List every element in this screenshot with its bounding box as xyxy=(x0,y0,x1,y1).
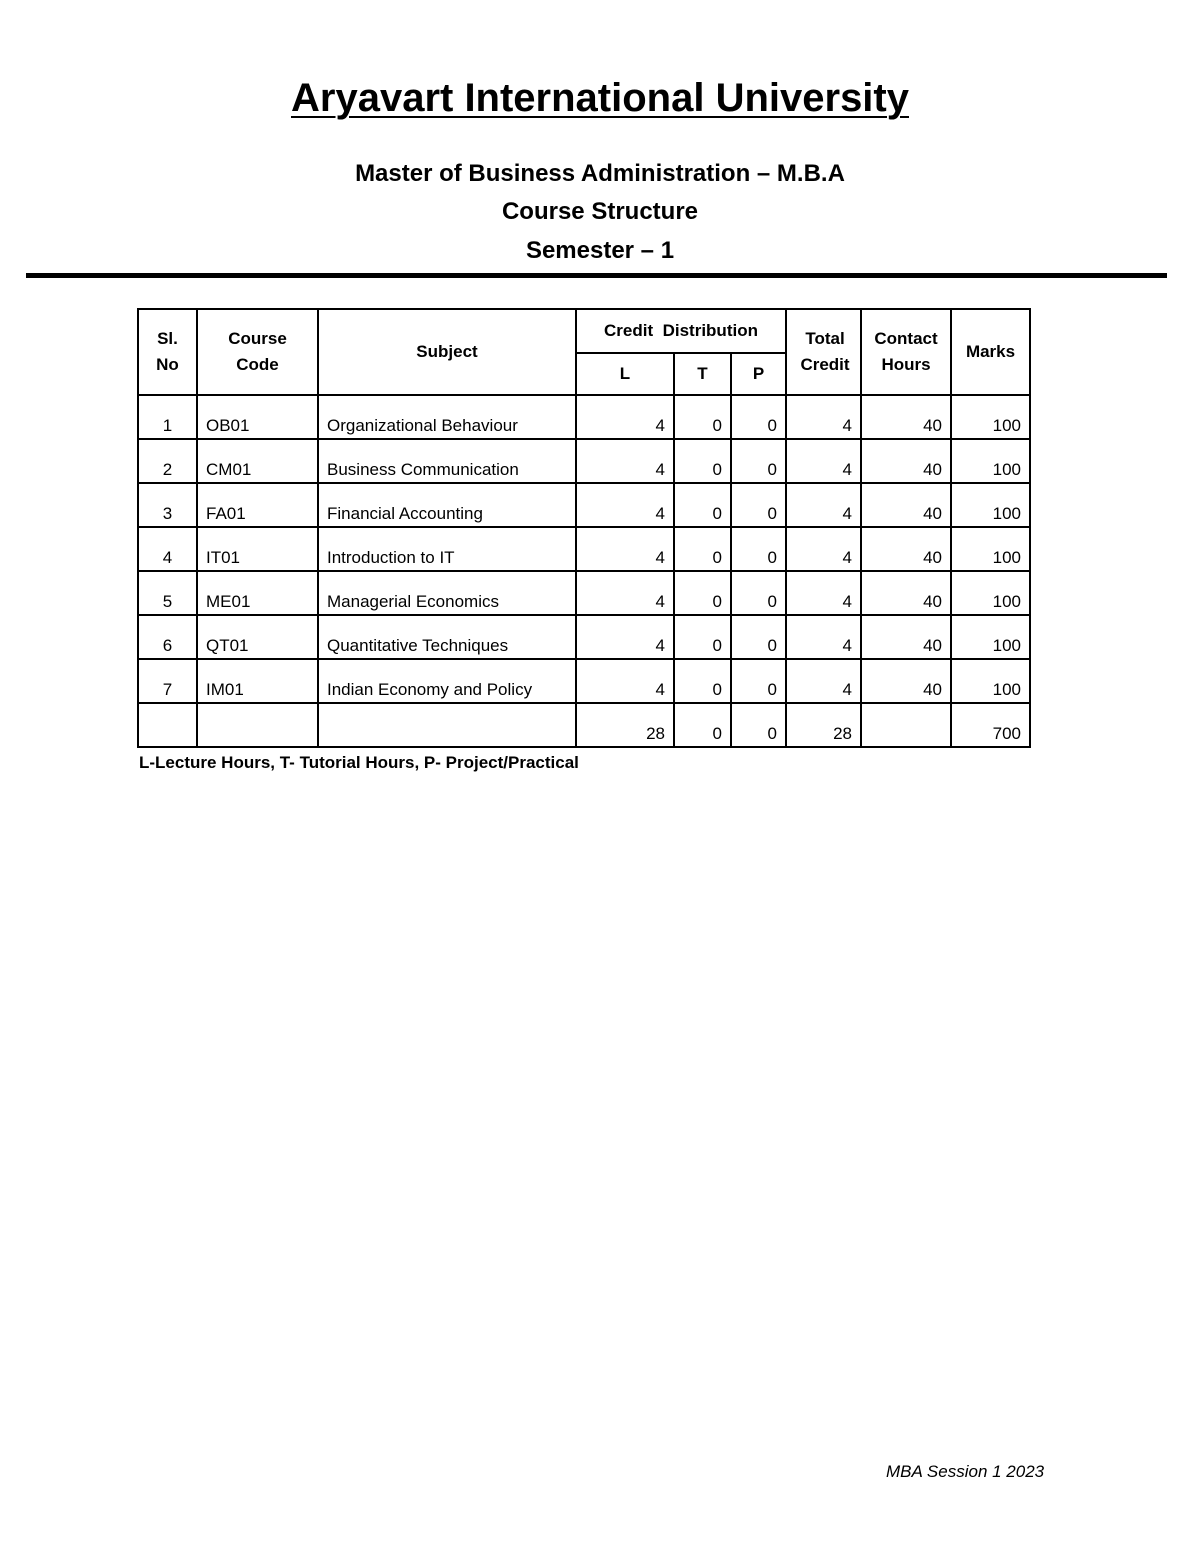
header-sl-no xyxy=(138,309,197,395)
header-course-code-label: Course Code xyxy=(228,329,287,374)
semester-heading: Semester – 1 xyxy=(525,237,675,264)
cell-subject: Introduction to IT xyxy=(318,527,576,571)
cell-p: 0 xyxy=(731,571,786,615)
cell-t: 0 xyxy=(674,659,731,703)
cell-marks: 100 xyxy=(951,483,1030,527)
cell-p: 0 xyxy=(731,483,786,527)
header-marks: Marks xyxy=(951,309,1030,395)
cell-sl-empty xyxy=(138,703,197,747)
cell-p: 0 xyxy=(731,439,786,483)
cell-marks: 100 xyxy=(951,571,1030,615)
cell-code: IT01 xyxy=(197,527,318,571)
header-contact-hours-label: Contact Hours xyxy=(874,329,938,374)
cell-subject: Organizational Behaviour xyxy=(318,395,576,439)
cell-p: 0 xyxy=(731,615,786,659)
cell-hours: 40 xyxy=(861,615,951,659)
cell-marks: 100 xyxy=(951,395,1030,439)
cell-total: 4 xyxy=(786,615,861,659)
cell-code: CM01 xyxy=(197,439,318,483)
cell-code: FA01 xyxy=(197,483,318,527)
total-marks: 700 xyxy=(951,703,1030,747)
cell-l: 4 xyxy=(576,527,674,571)
cell-sl: 1 xyxy=(138,395,197,439)
cell-subject: Quantitative Techniques xyxy=(318,615,576,659)
cell-p: 0 xyxy=(731,395,786,439)
abbreviation-legend: L-Lecture Hours, T- Tutorial Hours, P- Project/Practical xyxy=(139,753,579,772)
totals-row xyxy=(138,703,1030,747)
cell-total: 4 xyxy=(786,439,861,483)
cell-code: IM01 xyxy=(197,659,318,703)
cell-code: OB01 xyxy=(197,395,318,439)
header-total-credit-label: Total Credit xyxy=(800,329,850,374)
cell-total: 4 xyxy=(786,483,861,527)
header-l: L xyxy=(576,353,674,395)
total-hours xyxy=(861,703,951,747)
cell-sl: 3 xyxy=(138,483,197,527)
cell-subject: Financial Accounting xyxy=(318,483,576,527)
cell-hours: 40 xyxy=(861,659,951,703)
cell-marks: 100 xyxy=(951,527,1030,571)
cell-subject: Business Communication xyxy=(318,439,576,483)
page-footer: MBA Session 1 2023 xyxy=(886,1462,1045,1481)
header-credit-distribution: Credit Distribution xyxy=(576,309,786,353)
cell-l: 4 xyxy=(576,615,674,659)
cell-subject-empty xyxy=(318,703,576,747)
cell-code: ME01 xyxy=(197,571,318,615)
header-divider xyxy=(26,273,1167,278)
cell-hours: 40 xyxy=(861,395,951,439)
structure-heading: Course Structure xyxy=(501,198,699,225)
cell-subject: Managerial Economics xyxy=(318,571,576,615)
cell-l: 4 xyxy=(576,395,674,439)
cell-sl: 2 xyxy=(138,439,197,483)
cell-l: 4 xyxy=(576,571,674,615)
cell-t: 0 xyxy=(674,439,731,483)
table-row xyxy=(138,439,1030,483)
cell-t: 0 xyxy=(674,395,731,439)
total-l: 28 xyxy=(576,703,674,747)
cell-p: 0 xyxy=(731,527,786,571)
cell-sl: 6 xyxy=(138,615,197,659)
cell-t: 0 xyxy=(674,615,731,659)
table-row xyxy=(138,483,1030,527)
header-total-credit xyxy=(786,309,861,395)
header-p: P xyxy=(731,353,786,395)
header-sl-no-label: Sl. No xyxy=(156,329,179,374)
cell-hours: 40 xyxy=(861,527,951,571)
cell-l: 4 xyxy=(576,659,674,703)
table-row xyxy=(138,527,1030,571)
table-row xyxy=(138,615,1030,659)
header-subject: Subject xyxy=(318,309,576,395)
header-course-code xyxy=(197,309,318,395)
cell-p: 0 xyxy=(731,659,786,703)
cell-t: 0 xyxy=(674,483,731,527)
cell-total: 4 xyxy=(786,571,861,615)
cell-l: 4 xyxy=(576,483,674,527)
cell-total: 4 xyxy=(786,527,861,571)
header-t: T xyxy=(674,353,731,395)
cell-subject: Indian Economy and Policy xyxy=(318,659,576,703)
table-row xyxy=(138,571,1030,615)
table-row xyxy=(138,395,1030,439)
program-name: Master of Business Administration – M.B.A xyxy=(355,160,845,187)
course-structure-table xyxy=(137,308,1031,748)
cell-code-empty xyxy=(197,703,318,747)
cell-sl: 5 xyxy=(138,571,197,615)
cell-total: 4 xyxy=(786,395,861,439)
cell-marks: 100 xyxy=(951,615,1030,659)
cell-hours: 40 xyxy=(861,483,951,527)
cell-t: 0 xyxy=(674,571,731,615)
cell-t: 0 xyxy=(674,527,731,571)
header-contact-hours xyxy=(861,309,951,395)
cell-code: QT01 xyxy=(197,615,318,659)
cell-hours: 40 xyxy=(861,439,951,483)
cell-marks: 100 xyxy=(951,439,1030,483)
cell-sl: 4 xyxy=(138,527,197,571)
cell-sl: 7 xyxy=(138,659,197,703)
cell-l: 4 xyxy=(576,439,674,483)
total-p: 0 xyxy=(731,703,786,747)
cell-hours: 40 xyxy=(861,571,951,615)
total-t: 0 xyxy=(674,703,731,747)
university-title: Aryavart International University xyxy=(291,76,909,120)
cell-total: 4 xyxy=(786,659,861,703)
table-row xyxy=(138,659,1030,703)
total-credit: 28 xyxy=(786,703,861,747)
cell-marks: 100 xyxy=(951,659,1030,703)
